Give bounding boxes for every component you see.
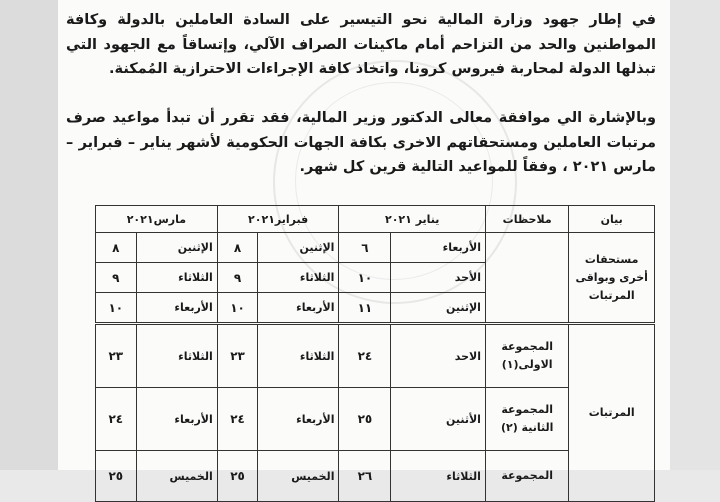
header-february: فبراير٢٠٢١: [217, 206, 339, 233]
right-background: [670, 0, 720, 470]
mar-day: الثلاثاء: [136, 324, 217, 388]
jan-day: الإثنين: [391, 293, 486, 324]
feb-date: ٩: [217, 263, 258, 293]
mar-date: ٨: [96, 233, 137, 263]
mar-date: ٢٤: [96, 388, 137, 451]
decision-paragraph: وبالإشارة الي موافقة معالى الدكتور وزير المالية، فقد تقرر أن تبدأ مواعيد صرف مرتبات العاملين ومستحقاتهم الاخرى بكافة الجهات الحكومية لأشهر يناير – فبراير – مارس ٢٠٢١ ، وفقاً للمواعيد التالية قرين كل شهر.: [66, 110, 656, 175]
notes-cell: [485, 233, 568, 324]
jan-date: ٢٦: [339, 451, 391, 502]
header-notes: ملاحظات: [485, 206, 568, 233]
jan-day: الأحد: [391, 263, 486, 293]
mar-day: الأربعاء: [136, 388, 217, 451]
feb-date: ٢٣: [217, 324, 258, 388]
jan-date: ٢٥: [339, 388, 391, 451]
jan-day: الأربعاء: [391, 233, 486, 263]
jan-day: الاحد: [391, 324, 486, 388]
table-row: [96, 324, 655, 388]
group-note: المجموعة: [485, 451, 568, 502]
jan-day: الأثنين: [391, 388, 486, 451]
feb-day: الإثنين: [258, 233, 339, 263]
feb-day: الخميس: [258, 451, 339, 502]
feb-day: الثلاثاء: [258, 263, 339, 293]
left-background: [0, 0, 58, 470]
jan-date: ٦: [339, 233, 391, 263]
feb-date: ١٠: [217, 293, 258, 324]
jan-date: ٢٤: [339, 324, 391, 388]
mar-day: الإثنين: [136, 233, 217, 263]
header-bayan: بيان: [569, 206, 655, 233]
feb-date: ٨: [217, 233, 258, 263]
mar-date: ٢٣: [96, 324, 137, 388]
group-note: المجموعة الثانية (٢): [485, 388, 568, 451]
feb-day: الثلاثاء: [258, 324, 339, 388]
document-page: [58, 0, 670, 483]
section-label-other-dues: مستحقات أخرى وبواقى المرتبات: [569, 233, 655, 324]
salary-schedule-table: [95, 205, 655, 502]
table-row: [96, 233, 655, 263]
jan-date: ١١: [339, 293, 391, 324]
mar-day: الخميس: [136, 451, 217, 502]
mar-date: ١٠: [96, 293, 137, 324]
feb-date: ٢٤: [217, 388, 258, 451]
header-january: يناير ٢٠٢١: [339, 206, 486, 233]
jan-day: الثلاثاء: [391, 451, 486, 502]
mar-day: الأربعاء: [136, 293, 217, 324]
mar-date: ٩: [96, 263, 137, 293]
feb-date: ٢٥: [217, 451, 258, 502]
section-label-salaries: المرتبات: [569, 324, 655, 502]
group-note: المجموعة الاولى(١): [485, 324, 568, 388]
intro-paragraph: في إطار جهود وزارة المالية نحو التيسير على السادة العاملين بالدولة وكافة المواطنين والحد من التزاحم أمام ماكينات الصراف الآلي، وإتساقاً مع الجهود التي تبذلها الدولة لمحاربة فيروس كرونا، واتخاذ كافة الإجراءات الاحترازية المُمكنة.: [66, 12, 656, 77]
feb-day: الأربعاء: [258, 388, 339, 451]
feb-day: الأربعاء: [258, 293, 339, 324]
mar-date: ٢٥: [96, 451, 137, 502]
mar-day: الثلاثاء: [136, 263, 217, 293]
header-march: مارس٢٠٢١: [96, 206, 218, 233]
table-header-row: [96, 206, 655, 233]
jan-date: ١٠: [339, 263, 391, 293]
